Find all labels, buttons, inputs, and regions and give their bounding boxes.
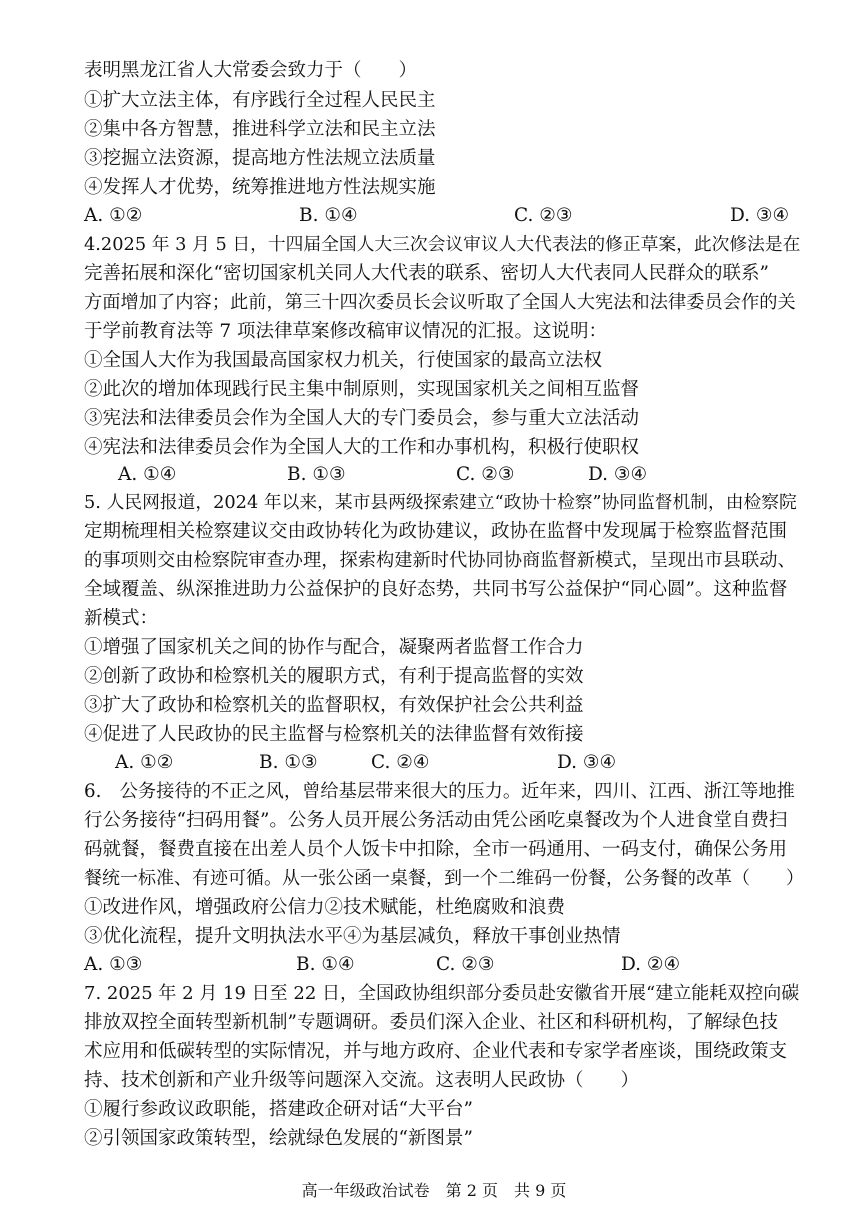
q6-stem-line-3: 码就餐，餐费直接在出差人员个人饭卡中扣除，全市一码通用、一码支付，确保公务用 (84, 839, 788, 860)
q5-stem-line-2: 定期梳理相关检察建议交由政协转化为政协建议，政协在监督中发现属于检察监督范围 (84, 521, 788, 542)
q5-stem-line-5: 新模式： (84, 608, 159, 629)
q3-option-a[interactable]: A. ①② (84, 205, 143, 226)
q4-statement-2: ②此次的增加体现践行民主集中制原则，实现国家机关之间相互监督 (84, 379, 640, 400)
q4-stem-line-2: 完善拓展和深化“密切国家机关同人大代表的联系、密切人大代表同人民群众的联系” (84, 263, 769, 284)
q6-option-c[interactable]: C. ②③ (436, 954, 495, 975)
q7-stem-line-3: 术应用和低碳转型的实际情况，并与地方政府、企业代表和专家学者座谈，围绕政策支 (84, 1041, 788, 1062)
q5-options (115, 751, 715, 775)
q4-stem-line-1: 4.2025 年 3 月 5 日，十四届全国人大三次会议审议人大代表法的修正草案，此次修法是在 (84, 235, 801, 255)
q5-stem-line-4: 全域覆盖、纵深推进助力公益保护的良好态势，共同书写公益保护“同心圆”。这种监督 (84, 579, 788, 600)
q3-option-b[interactable]: B. ①④ (299, 205, 358, 226)
q5-option-c[interactable]: C. ②④ (371, 752, 430, 773)
q7-stem-line-2: 排放双控全面转型新机制”专题调研。委员们深入企业、社区和科研机构，了解绿色技 (84, 1012, 778, 1033)
q5-option-b[interactable]: B. ①③ (259, 752, 318, 773)
q3-stem-tail: 表明黑龙江省人大常委会致力于（ ） (84, 60, 418, 81)
q4-statement-3: ③宪法和法律委员会作为全国人大的专门委员会，参与重大立法活动 (84, 408, 640, 429)
q4-option-a[interactable]: A. ①④ (118, 464, 177, 485)
q4-options (118, 463, 718, 487)
q4-statement-4: ④宪法和法律委员会作为全国人大的工作和办事机构，积极行使职权 (84, 437, 640, 458)
q4-option-b[interactable]: B. ①③ (287, 464, 346, 485)
q6-option-a[interactable]: A. ①③ (84, 954, 143, 975)
q7-stem-line-4: 持、技术创新和产业升级等问题深入交流。这表明人民政协（ ） (84, 1070, 640, 1091)
q3-statement-2: ②集中各方智慧，推进科学立法和民主立法 (84, 119, 436, 140)
q6-option-d[interactable]: D. ②④ (621, 954, 681, 975)
q5-option-a[interactable]: A. ①② (115, 752, 174, 773)
q7-statement-2: ②引领国家政策转型，绘就绿色发展的“新图景” (84, 1128, 473, 1149)
q6-option-b[interactable]: B. ①④ (296, 954, 355, 975)
q5-option-d[interactable]: D. ③④ (557, 752, 617, 773)
q5-statement-3: ③扩大了政协和检察机关的监督职权，有效保护社会公共利益 (84, 695, 584, 716)
page-footer: 高一年级政治试卷 第 2 页 共 9 页 (301, 1181, 567, 1200)
q5-statement-2: ②创新了政协和检察机关的履职方式，有利于提高监督的实效 (84, 666, 584, 687)
q4-stem-line-3: 方面增加了内容；此前，第三十四次委员长会议听取了全国人大宪法和法律委员会作的关 (84, 292, 796, 313)
q5-stem-line-3: 的事项则交由检察院审查办理，探索构建新时代协同协商监督新模式，呈现出市县联动、 (84, 550, 796, 571)
q4-option-d[interactable]: D. ③④ (588, 464, 648, 485)
q6-stem-line-1: 6. 公务接待的不正之风，曾给基层带来很大的压力。近年来，四川、江西、浙江等地推 (84, 781, 795, 802)
q4-stem-line-4: 于学前教育法等 7 项法律草案修改稿审议情况的汇报。这说明： (84, 321, 608, 342)
q6-statement-2: ③优化流程，提升文明执法水平④为基层减负，释放干事创业热情 (84, 926, 621, 947)
q3-statement-3: ③挖掘立法资源，提高地方性法规立法质量 (84, 148, 436, 169)
q5-stem-line-1: 5. 人民网报道，2024 年以来，某市县两级探索建立“政协十检察”协同监督机制，由检察院 (84, 493, 797, 513)
q6-stem-line-2: 行公务接待“扫码用餐”。公务人员开展公务活动由凭公函吃桌餐改为个人进食堂自费扫 (84, 810, 788, 831)
q5-statement-1: ①增强了国家机关之间的协作与配合，凝聚两者监督工作合力 (84, 637, 584, 658)
q6-statement-1: ①改进作风，增强政府公信力②技术赋能，杜绝腐败和浪费 (84, 897, 566, 918)
q3-statement-4: ④发挥人才优势，统筹推进地方性法规实施 (84, 177, 436, 198)
q3-option-c[interactable]: C. ②③ (514, 205, 573, 226)
q5-statement-4: ④促进了人民政协的民主监督与检察机关的法律监督有效衔接 (84, 724, 584, 745)
q3-option-d[interactable]: D. ③④ (730, 205, 790, 226)
q6-stem-line-4: 餐统一标准、有迹可循。从一张公函一桌餐，到一个二维码一份餐，公务餐的改革（ ） (84, 868, 804, 889)
q7-statement-1: ①履行参政议政职能，搭建政企研对话“大平台” (84, 1099, 473, 1120)
q4-option-c[interactable]: C. ②③ (456, 464, 515, 485)
q3-statement-1: ①扩大立法主体，有序践行全过程人民民主 (84, 90, 436, 111)
q4-statement-1: ①全国人大作为我国最高国家权力机关，行使国家的最高立法权 (84, 350, 603, 371)
q7-stem-line-1: 7. 2025 年 2 月 19 日至 22 日，全国政协组织部分委员赴安徽省开展“建立能耗双控向碳 (84, 983, 800, 1004)
q6-options (84, 953, 804, 977)
q3-options (84, 204, 804, 228)
